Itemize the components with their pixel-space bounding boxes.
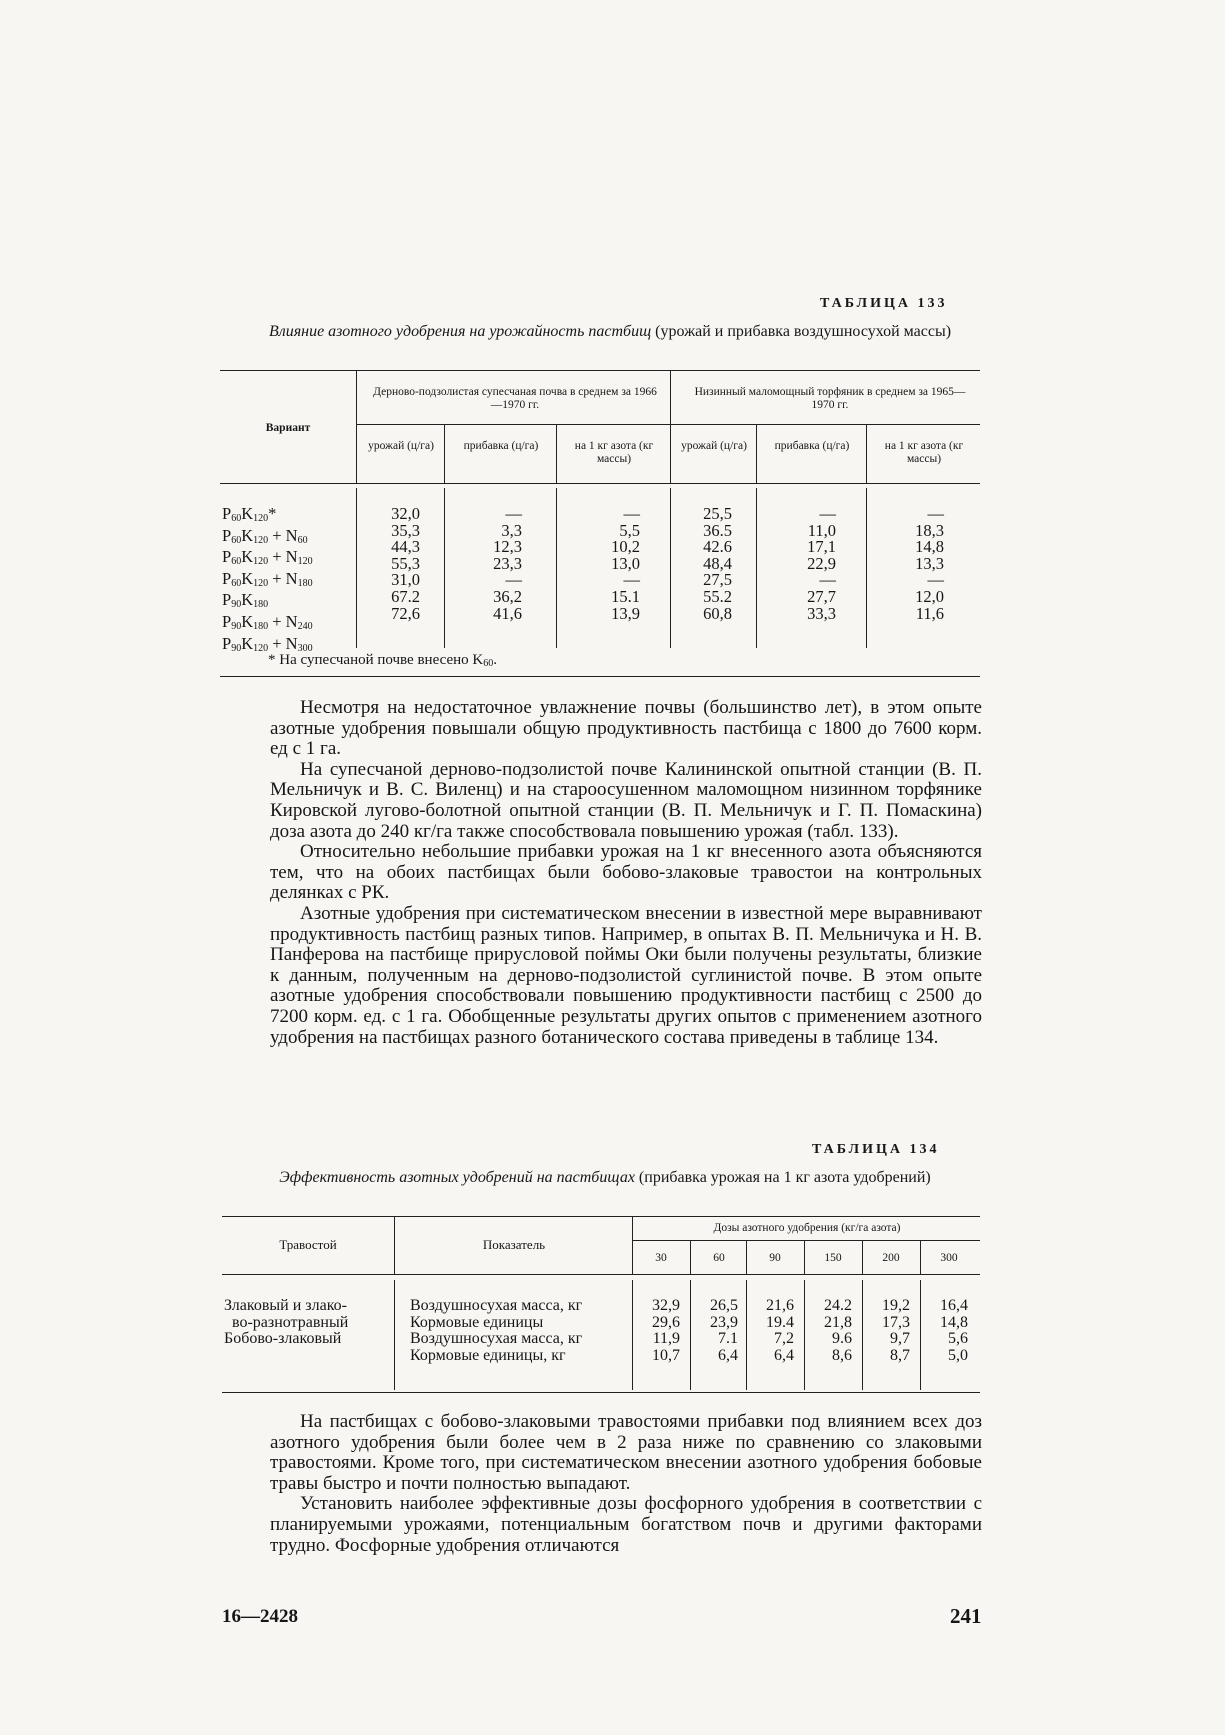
table-134-vline	[862, 1240, 863, 1274]
table-134-cell: 24.2	[824, 1297, 852, 1314]
table-133-cell: 44,3	[391, 537, 420, 557]
table-133-cell: 13,0	[611, 553, 640, 573]
table-133-cell: 5,5	[619, 520, 640, 540]
table-134-cell: 16,4	[940, 1297, 968, 1314]
table-133-vline	[444, 424, 445, 483]
table-133-group-1: Дерново-подзолистая супесчаная почва в среднем за 1966—1970 гг.	[373, 386, 657, 411]
table-133-cell: 27,7	[807, 586, 836, 606]
table-134-cell: 14,8	[940, 1313, 968, 1331]
table-134-cell: 29,6	[652, 1313, 680, 1331]
table-133-cell: 22,9	[807, 553, 836, 573]
table-133-cell: 36.5	[703, 520, 732, 540]
paragraph: На пастбищах с бобово-злаковыми травостоями прибавки под влиянием всех доз азотного удобрения были более чем в 2 раза ниже по сравнению со злаковыми травостоями. Кроме того, при систематическом внесении азотного удобрения бобовые травы быстро и почти полностью выпадают.	[270, 1411, 982, 1494]
table-134-body-vline	[394, 1280, 395, 1390]
table-133-cell: 11,6	[915, 603, 944, 623]
table-134-cell: 32,9	[652, 1297, 680, 1314]
paragraph: Установить наиболее эффективные дозы фосфорного удобрения в соответствии с планируемыми урожаями, потенциальным богатством почв и другими факторами трудно. Фосфорные удобрения отличаются	[270, 1493, 982, 1556]
table-133-variant-cell: $P_{90}K_{180}$	[222, 590, 269, 611]
signature-mark: 16—2428	[222, 1606, 298, 1627]
table-134-dose-header: 60	[713, 1252, 725, 1264]
table-133-cell: —	[927, 570, 944, 590]
table-133-yield-1-column	[362, 506, 420, 622]
table-133-bottom-rule	[220, 676, 980, 677]
table-134-label: ТАБЛИЦА 134	[812, 1142, 940, 1157]
table-133-cell: 12,3	[493, 537, 522, 557]
table-134-vline	[746, 1240, 747, 1274]
table-134-stand-cell: Бобово-злаковый	[224, 1330, 342, 1348]
table-134-cell: 6,4	[774, 1346, 794, 1364]
table-133-vline	[670, 370, 671, 483]
paragraph: Азотные удобрения при систематическом внесении в известной мере выравнивают продуктивность пастбищ разных типов. Например, в опытах В. П. Мельничука и Н. В. Панферова на пастбище прирусловой поймы Оки были получены результаты, близкие к данным, полученным на дерново-подзолистой суглинистой почве. В этом опыте азотные удобрения способствовали повышению продуктивности пастбищ с 2500 до 7200 корм. ед. с 1 га. Обобщенные результаты других опытов с применением азотного удобрения на пастбищах разного ботанического состава приведены в таблице 134.	[270, 902, 982, 1048]
table-133-body-vline	[866, 488, 867, 648]
table-133-yield-2-column	[672, 506, 732, 622]
table-134-vline	[394, 1216, 395, 1274]
table-133-cell: 13,3	[915, 553, 944, 573]
table-133-vline	[556, 424, 557, 483]
table-134-dose-header: 90	[769, 1252, 781, 1264]
table-133-cell: 18,3	[915, 520, 944, 540]
table-133-group-2: Низинный маломощный торфяник в среднем за 1965—1970 гг.	[694, 386, 966, 411]
table-134-stands-column	[224, 1298, 348, 1348]
table-133-cell: 14,8	[915, 537, 944, 557]
table-133-vline	[866, 424, 867, 483]
table-133-cell: —	[819, 570, 836, 590]
table-134-dose-header: 150	[824, 1252, 842, 1264]
table-134-indicator-cell: Кормовые единицы	[410, 1313, 544, 1331]
table-134-group-rule	[632, 1240, 980, 1241]
table-133-top-rule	[220, 370, 980, 371]
table-134-vline	[690, 1240, 691, 1274]
table-133-cell: 55.2	[703, 586, 732, 606]
table-134-cell: 19.4	[766, 1313, 794, 1331]
table-134-cell: 21,6	[766, 1297, 794, 1314]
table-133-sub-yield-1: урожай (ц/га)	[368, 440, 434, 452]
table-134-dose-column	[920, 1298, 968, 1364]
table-134-cell: 8,6	[832, 1346, 852, 1364]
table-134-cell: 9.6	[832, 1330, 852, 1348]
table-133-cell: 10,2	[611, 537, 640, 557]
table-133-cell: 42.6	[703, 537, 732, 557]
table-133-sub-per-kg-1: на 1 кг азота (кг массы)	[574, 440, 654, 465]
table-134-indicator-cell: Воздушносухая масса, кг	[410, 1297, 583, 1314]
table-133-variant-cell: $P_{90}K_{180} + N_{240}$	[222, 611, 313, 632]
paragraph: Относительно небольшие прибавки урожая на 1 кг внесенного азота объясняются тем, что на обоих пастбищах были бобово-злаковые травостои на контрольных делянках с РК.	[270, 841, 982, 904]
table-133-variant-cell: $P_{60}K_{120} + N_{60}$	[222, 525, 308, 546]
table-133-body-vline	[756, 488, 757, 648]
table-134-indicator-cell: Воздушносухая масса, кг	[410, 1330, 583, 1348]
table-134-dose-column	[746, 1298, 794, 1364]
table-133-cell: —	[505, 570, 522, 590]
table-133-cell: 3,3	[501, 520, 522, 540]
table-133-cell: 23,3	[493, 553, 522, 573]
table-133-cell: —	[505, 504, 522, 523]
table-133-cell: 32,0	[391, 504, 420, 523]
table-133-title-italic: Влияние азотного удобрения на урожайность пастбищ	[268, 323, 652, 340]
table-133-variant-cell: $P_{60}K_{120} + N_{120}$	[222, 547, 313, 568]
table-133-cell: 25,5	[703, 504, 732, 523]
table-133-footnote-text: * На супесчаной почве внесено $K_{60}$.	[268, 652, 497, 669]
table-133-vline	[756, 424, 757, 483]
table-134-cell: 9,7	[890, 1330, 910, 1348]
table-134-vline	[920, 1240, 921, 1274]
table-134-cell: 7.1	[718, 1330, 738, 1348]
table-133-cell: —	[819, 504, 836, 523]
table-134-cell: 7,2	[774, 1330, 794, 1348]
table-134-dose-header: 30	[655, 1252, 667, 1264]
table-133-cell: 33,3	[807, 603, 836, 623]
table-134-cell: 6,4	[718, 1346, 738, 1364]
table-134-title-rest: (прибавка урожая на 1 кг азота удобрений)	[634, 1169, 931, 1186]
table-133-sub-per-kg-2: на 1 кг азота (кг массы)	[884, 440, 964, 465]
table-133-sub-yield-2: урожай (ц/га)	[681, 440, 747, 452]
table-134-title-italic: Эффективность азотных удобрений на пастбищах	[279, 1169, 635, 1186]
table-133-cell: 31,0	[391, 570, 420, 590]
table-133-variant-cell: $P_{90}K_{120} + N_{300}$	[222, 633, 313, 654]
table-133-cell: 41,6	[493, 603, 522, 623]
table-134-cell: 19,2	[882, 1297, 910, 1314]
table-133-cell: 13,9	[611, 603, 640, 623]
table-133-cell: 27,5	[703, 570, 732, 590]
table-134-vline	[804, 1240, 805, 1274]
table-133-cell: 48,4	[703, 553, 732, 573]
table-133-gain-2-column	[758, 506, 836, 622]
table-133-cell: 15.1	[611, 586, 640, 606]
table-133-variant-cell: $P_{60}K_{120}*$	[222, 504, 277, 524]
table-134-title	[230, 1168, 980, 1187]
table-133-label: ТАБЛИЦА 133	[820, 296, 948, 311]
table-134-top-rule	[222, 1216, 980, 1217]
table-133-sub-gain-2: прибавка (ц/га)	[774, 440, 850, 452]
table-134-cell: 17,3	[882, 1313, 910, 1331]
table-134-col-indicator: Показатель	[482, 1237, 546, 1252]
table-134-header-rule	[222, 1274, 980, 1275]
table-134-cell: 5,6	[948, 1330, 968, 1348]
paragraph: Несмотря на недостаточное увлажнение почвы (большинство лет), в этом опыте азотные удобрения повышали общую продуктивность пастбища с 1800 до 7600 корм. ед с 1 га.	[270, 697, 982, 760]
table-134-cell: 5,0	[948, 1346, 968, 1364]
table-133-vline	[356, 370, 357, 483]
table-134-stand-cell: во-разнотравный	[232, 1313, 349, 1331]
table-133-group-rule	[356, 424, 980, 425]
table-134-dose-column	[804, 1298, 852, 1364]
table-134-cell: 8,7	[890, 1346, 910, 1364]
table-133-gain-1-column	[446, 506, 522, 622]
table-133-cell: 11,0	[807, 520, 836, 540]
table-134-indicator-column	[410, 1298, 582, 1364]
body-text-1	[270, 698, 982, 1048]
table-134-dose-column	[632, 1298, 680, 1364]
table-134-cell: 26,5	[710, 1297, 738, 1314]
table-133-sub-gain-1: прибавка (ц/га)	[463, 440, 539, 452]
table-133-cell: —	[623, 570, 640, 590]
table-134-dose-column	[690, 1298, 738, 1364]
table-133-body-vline	[356, 488, 357, 648]
table-133-title	[240, 322, 980, 341]
table-134-col-stand: Травостой	[279, 1237, 337, 1252]
table-134-dose-column	[862, 1298, 910, 1364]
table-133-cell: 72,6	[391, 603, 420, 623]
table-134-dose-header: 200	[882, 1252, 900, 1264]
table-133-variant-column	[222, 506, 313, 657]
body-text-2	[270, 1412, 982, 1556]
table-133-cell: 12,0	[915, 586, 944, 606]
table-133-cell: 35,3	[391, 520, 420, 540]
table-133-col-variant: Вариант	[265, 422, 311, 434]
page-number: 241	[950, 1604, 982, 1628]
table-133-cell: —	[927, 504, 944, 523]
table-133-title-rest: (урожай и прибавка воздушносухой массы)	[651, 323, 952, 340]
table-133-cell: 55,3	[391, 553, 420, 573]
table-133-per-kg-1-column	[560, 506, 640, 622]
table-133-cell: 60,8	[703, 603, 732, 623]
table-133-cell: 36,2	[493, 586, 522, 606]
table-134-cell: 21,8	[824, 1313, 852, 1331]
table-134-bottom-rule	[222, 1392, 980, 1393]
table-133-body-vline	[444, 488, 445, 648]
table-133-footnote	[268, 652, 497, 669]
paragraph: На супесчаной дерново-подзолистой почве Калининской опытной станции (В. П. Мельничук и В. С. Виленц) и на староосушенном маломощном низинном торфянике Кировской лугово-болотной опытной станции (В. П. Мельничук и Г. П. Помаскина) доза азота до 240 кг/га также способствовала повышению урожая (табл. 133).	[270, 758, 982, 842]
table-133-body-vline	[670, 488, 671, 648]
table-133-body-vline	[556, 488, 557, 648]
table-134-doses-header: Дозы азотного удобрения (кг/га азота)	[713, 1222, 901, 1234]
table-134-indicator-cell: Кормовые единицы, кг	[410, 1346, 566, 1364]
table-133-variant-cell: $P_{60}K_{120} + N_{180}$	[222, 568, 313, 589]
table-133-cell: 17,1	[807, 537, 836, 557]
table-134-cell: 10,7	[652, 1346, 680, 1364]
table-134-dose-header: 300	[940, 1252, 958, 1264]
table-133-header-rule	[220, 483, 980, 484]
table-134-cell: 23,9	[710, 1313, 738, 1331]
table-134-stand-cell: Злаковый и злако-	[224, 1297, 347, 1314]
table-133-cell: —	[623, 504, 640, 523]
table-134-vline	[632, 1216, 633, 1274]
table-134-cell: 11,9	[652, 1330, 680, 1348]
table-133-cell: 67.2	[391, 586, 420, 606]
table-133-per-kg-2-column	[868, 506, 944, 622]
